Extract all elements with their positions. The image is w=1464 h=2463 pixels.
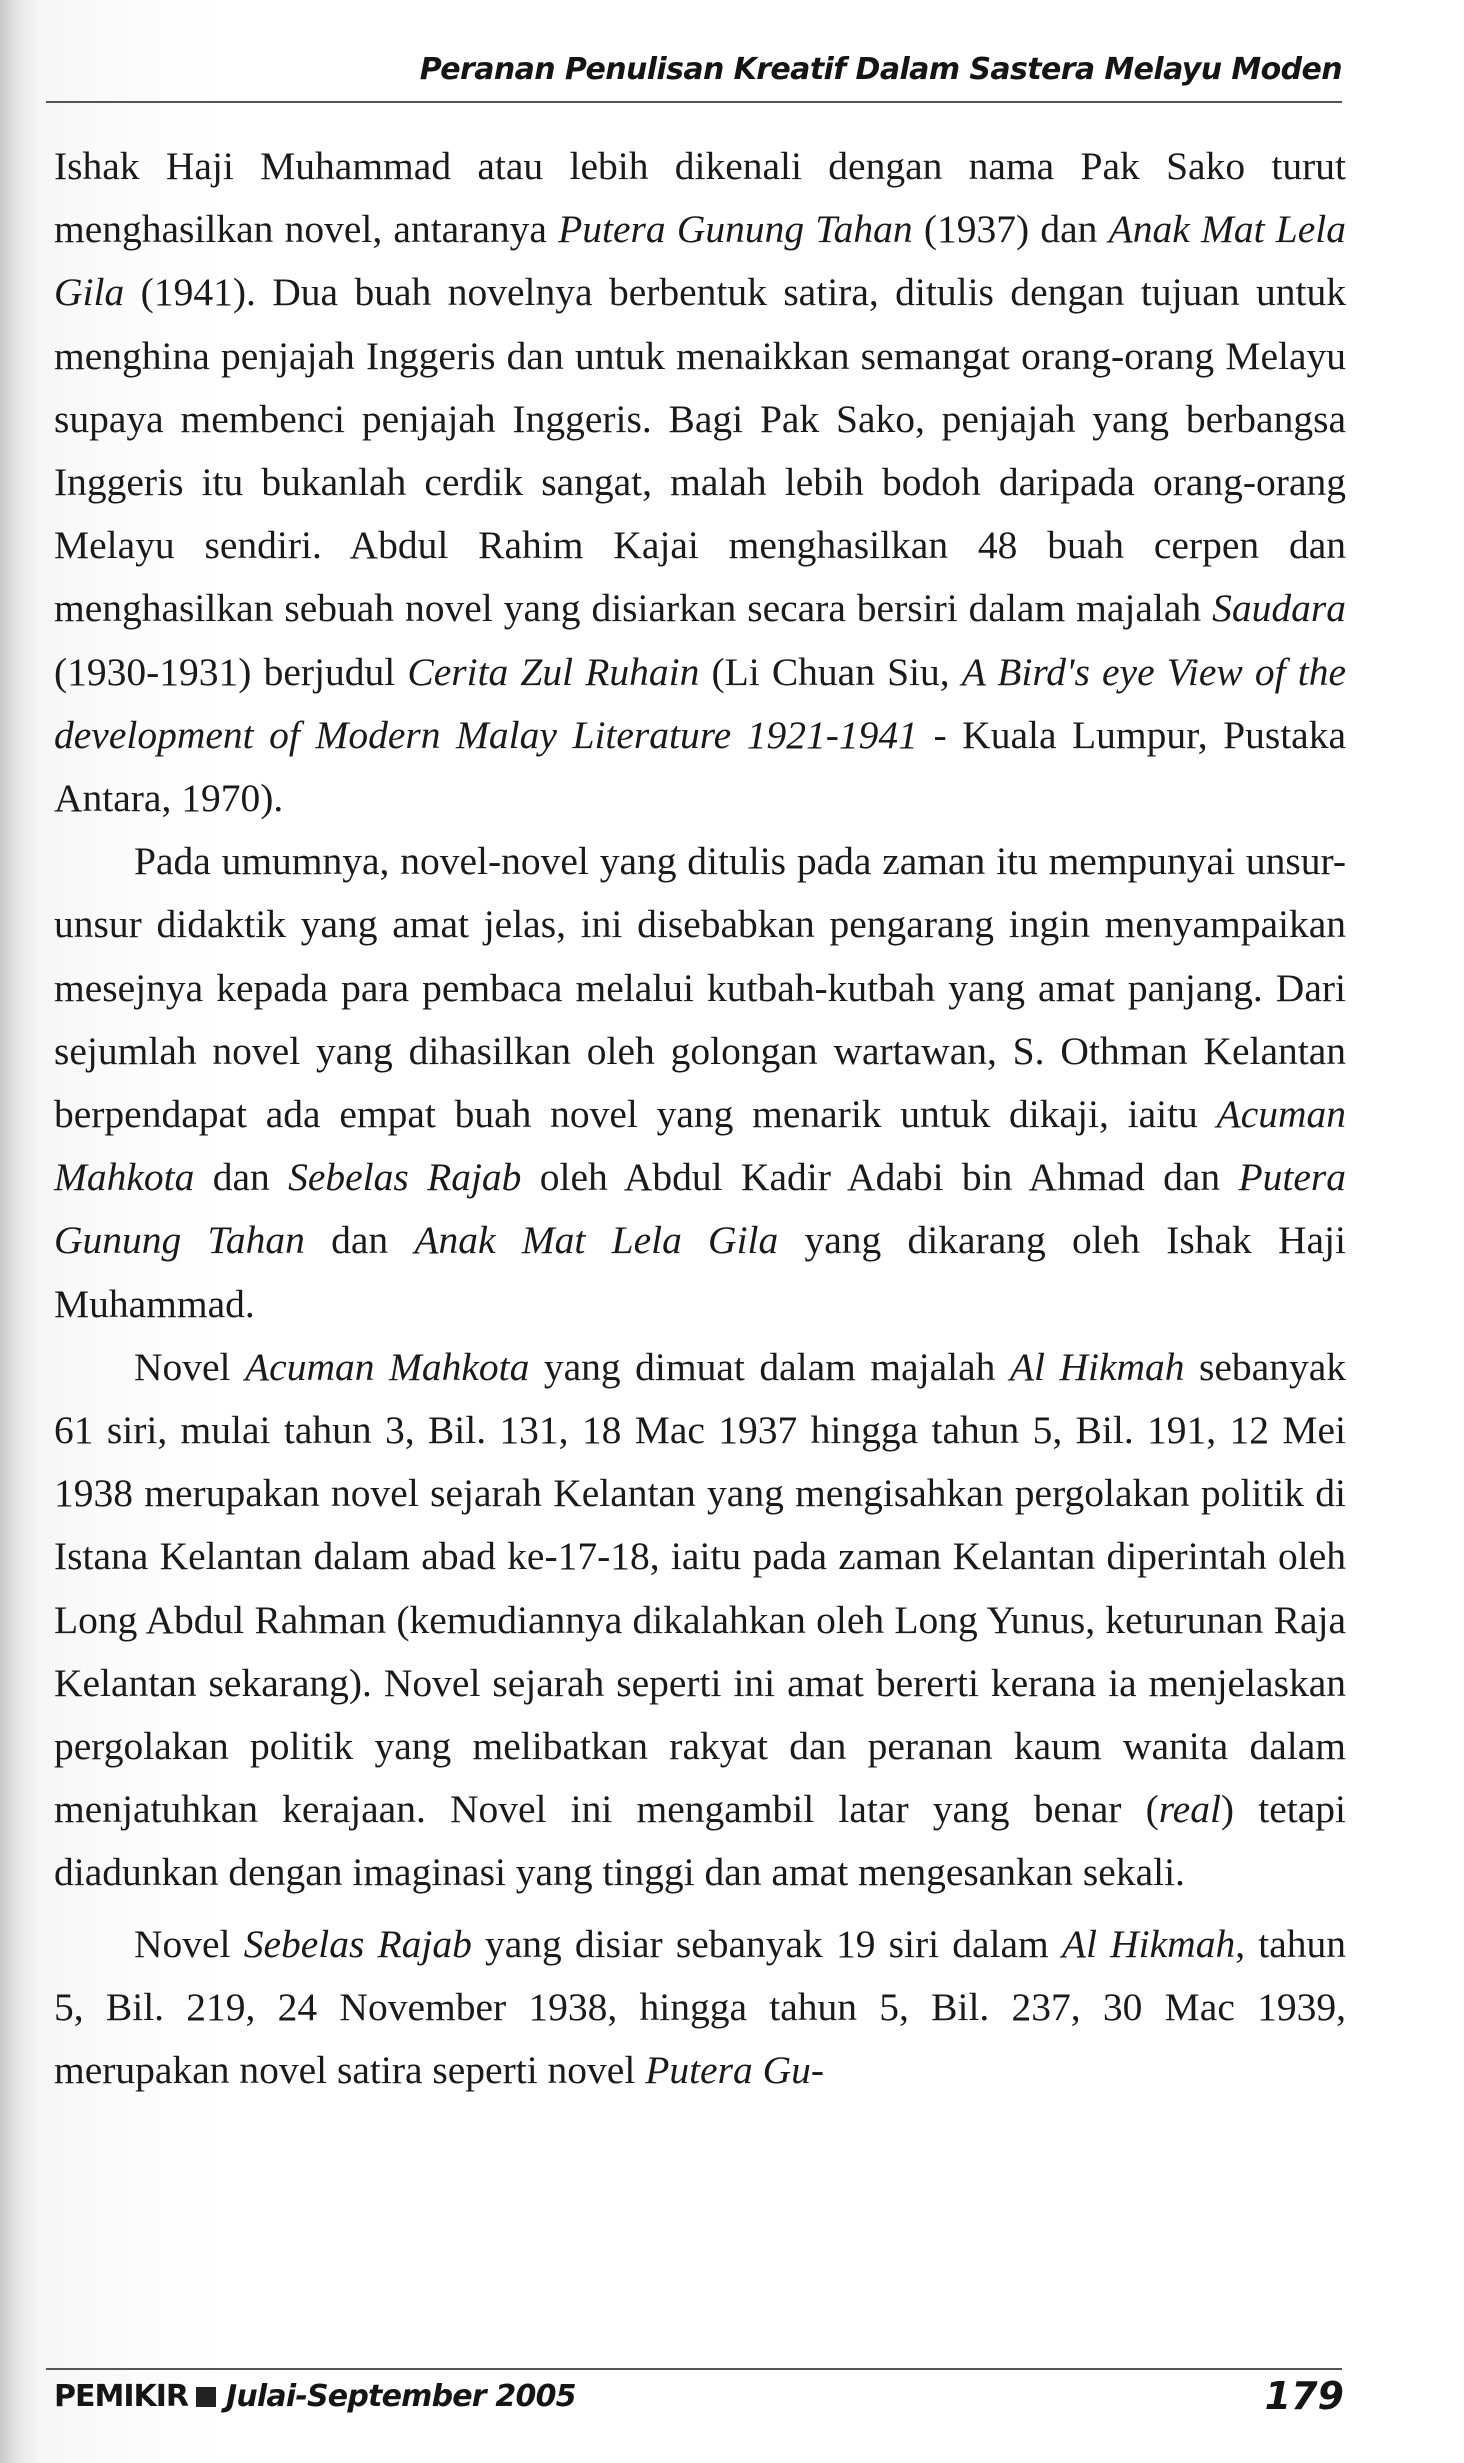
- text-run: - Kuala Lumpur, Pustaka Antara, 1970).: [54, 712, 1346, 821]
- italic-title: Al Hikmah: [1061, 1921, 1236, 1966]
- issue-date: Julai-September 2005: [226, 2379, 576, 2414]
- text-run: (1930-1931) berjudul: [54, 649, 408, 694]
- italic-title: Anak Mat Lela Gila: [54, 207, 1347, 315]
- italic-title: Sebelas Rajab: [243, 1921, 472, 1966]
- article-body: [54, 135, 1346, 2102]
- text-run: (Li Chuan Siu,: [699, 649, 962, 694]
- paragraph: [54, 1336, 1346, 1905]
- running-header-title: Peranan Penulisan Kreatif Dalam Sastera Melayu Moden: [419, 52, 1342, 87]
- text-run: oleh Abdul Kadir Adabi bin Ahmad dan: [521, 1155, 1239, 1200]
- italic-title: Cerita Zul Ruhain: [407, 649, 700, 694]
- square-bullet-icon: [196, 2387, 216, 2407]
- italic-title: Sebelas Rajab: [288, 1155, 522, 1200]
- italic-title: Anak Mat Lela Gila: [414, 1218, 779, 1263]
- text-run: yang dikarang oleh Ishak Haji Muhammad.: [54, 1218, 1346, 1326]
- text-run: sebanyak 61 siri, mulai tahun 3, Bil. 131, 18 Mac 1937 hingga tahun 5, Bil. 191, 12 Mei 1938 merupakan novel sejarah Kelantan yang mengisahkan pergolakan politik di Istana Kelantan dalam abad ke-17-18, iaitu pada zaman Kelantan diperintah oleh Long Abdul Rahman (kemudiannya dikalahkan oleh Long Yunus, keturunan Raja Kelantan sekarang). Novel sejarah seperti ini amat bererti kerana ia menjelaskan pergolakan politik yang melibatkan rakyat dan peranan kaum wanita dalam menjatuhkan kerajaan. Novel ini mengambil latar yang benar (: [54, 1344, 1346, 1832]
- text-run: Ishak Haji Muhammad atau lebih dikenali dengan nama Pak Sako turut menghasilkan novel, antaranya: [54, 144, 1346, 252]
- text-run: Novel: [134, 1344, 246, 1389]
- header-divider: [46, 101, 1342, 103]
- text-run: ) tetapi diadunkan dengan imaginasi yang tinggi dan amat mengesankan sekali.: [54, 1787, 1346, 1895]
- italic-title: A Bird's eye View of the development of Modern Malay Literature 1921-1941: [54, 649, 1346, 757]
- footer-divider: [46, 2368, 1342, 2370]
- italic-title: Acuman Mahkota: [245, 1344, 530, 1389]
- italic-title: Acuman Mahkota: [54, 1092, 1346, 1200]
- text-run: Novel: [134, 1921, 244, 1966]
- italic-title: Putera Gunung Tahan: [558, 207, 913, 252]
- paragraph: [54, 135, 1346, 830]
- text-run: Pada umumnya, novel-novel yang ditulis pada zaman itu mempunyai unsur-unsur didaktik yang amat jelas, ini disebabkan pengarang ingin menyampaikan mesejnya kepada para pembaca melalui kutbah-kutbah yang amat panjang. Dari sejumlah novel yang dihasilkan oleh golongan wartawan, S. Othman Kelantan berpendapat ada empat buah novel yang menarik untuk dikaji, iaitu: [54, 839, 1346, 1137]
- page-number: 179: [1264, 2374, 1344, 2418]
- text-run: yang dimuat dalam majalah: [529, 1344, 1010, 1389]
- footer-publication: [54, 2379, 576, 2414]
- text-run: yang disiar sebanyak 19 siri dalam: [471, 1921, 1062, 1966]
- italic-title: Putera Gunung Tahan: [54, 1155, 1346, 1263]
- italic-title: Saudara: [1212, 586, 1346, 631]
- magazine-name: PEMIKIR: [54, 2379, 189, 2414]
- text-run: , tahun 5, Bil. 219, 24 November 1938, hingga tahun 5, Bil. 237, 30 Mac 1939, merupakan novel satira seperti novel: [54, 1921, 1346, 2093]
- text-run: (1941). Dua buah novelnya berbentuk satira, ditulis dengan tujuan untuk menghina penjajah Inggeris dan untuk menaikkan semangat orang-orang Melayu supaya membenci penjajah Inggeris. Bagi Pak Sako, penjajah yang berbangsa Inggeris itu bukanlah cerdik sangat, malah lebih bodoh daripada orang-orang Melayu sendiri. Abdul Rahim Kajai menghasilkan 48 buah cerpen dan menghasilkan sebuah novel yang disiarkan secara bersiri dalam majalah: [54, 270, 1346, 631]
- italic-title: real: [1158, 1787, 1221, 1832]
- text-run: dan: [194, 1155, 289, 1200]
- text-run: (1937) dan: [912, 207, 1109, 252]
- italic-title: Al Hikmah: [1009, 1344, 1185, 1389]
- paragraph: [54, 830, 1346, 1336]
- italic-title: Putera Gu-: [645, 2048, 825, 2093]
- text-run: dan: [304, 1218, 415, 1263]
- paragraph: [54, 1913, 1346, 2103]
